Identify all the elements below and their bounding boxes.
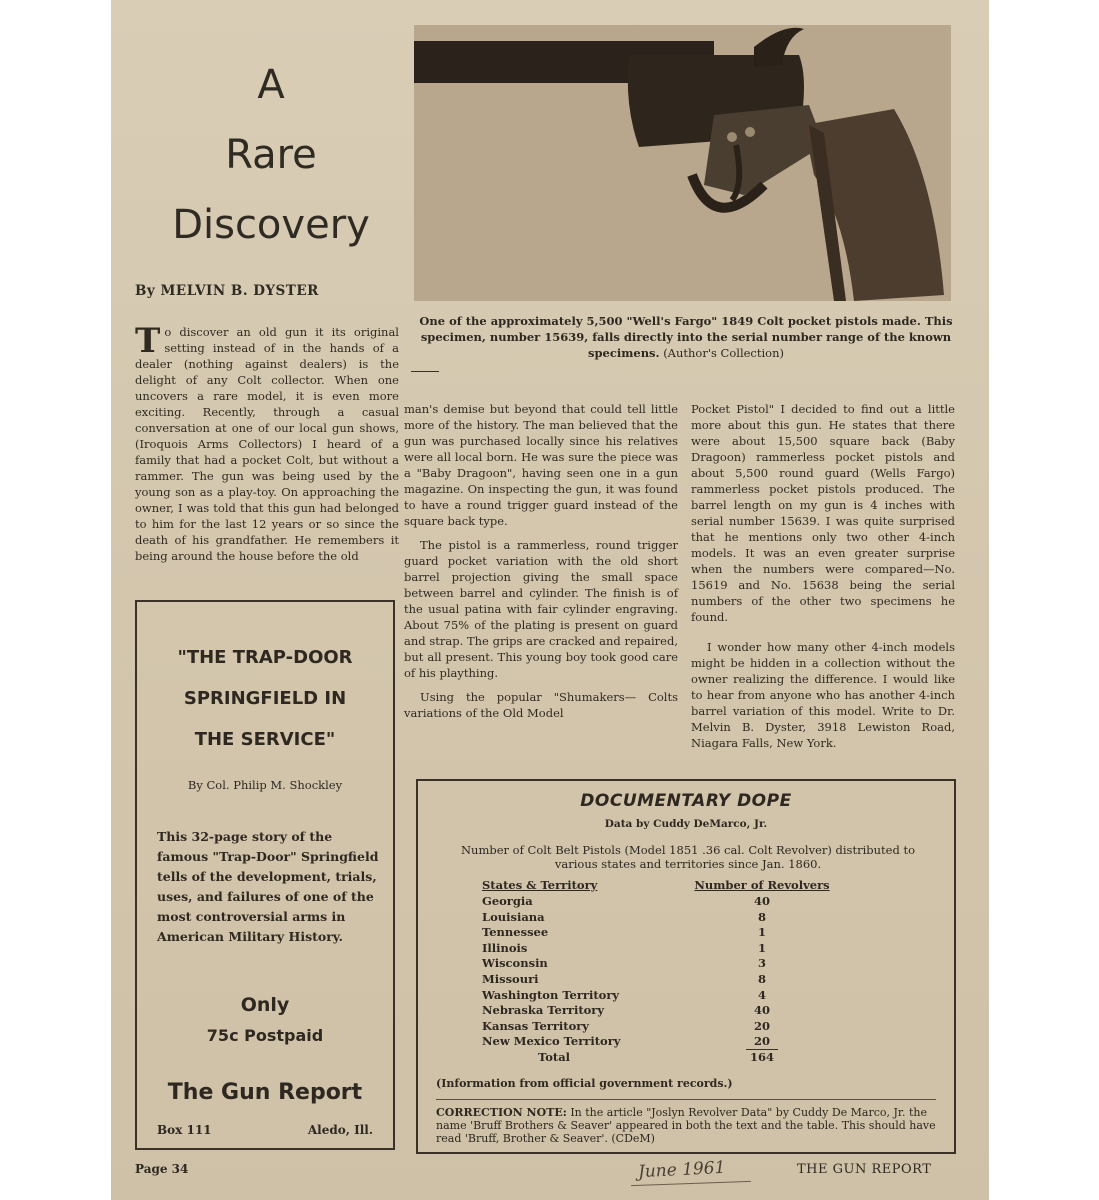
count-cell: 8 xyxy=(757,909,766,924)
count-cell: 1 xyxy=(757,925,766,940)
ad-city: Aledo, Ill. xyxy=(307,1123,373,1137)
photo-caption xyxy=(401,313,971,361)
article-title xyxy=(141,50,401,260)
magazine-page xyxy=(111,0,989,1200)
state-cell: Nebraska Territory xyxy=(482,1003,605,1018)
dope-title: DOCUMENTARY DOPE xyxy=(580,791,792,811)
frame-screw xyxy=(727,132,737,142)
count-cell: 4 xyxy=(757,987,766,1002)
table-row xyxy=(482,956,832,972)
table-row xyxy=(482,894,832,910)
ad-publisher: The Gun Report xyxy=(167,1080,363,1105)
state-cell: Kansas Territory xyxy=(482,1018,589,1033)
article-paragraph: Pocket Pistol" I decided to find out a little more about this gun. He states that there were about 15,500 square back (Baby Dragoon) rammerless pocket pistols and about 5,500 round guard (Wells Fargo) rammerless pocket pistols produced. The barrel length on my gun is 4 inches with serial number 15639. I was quite surprised that he mentions only two other 4-inch models. It was an even greater surprise when the numbers were compared—No. 15619 and No. 15638 being the serial numbers of the other two specimens he found. xyxy=(691,402,955,624)
table-row xyxy=(482,1034,832,1050)
ad-author: By Col. Philip M. Shockley xyxy=(187,778,343,792)
state-cell: Louisiana xyxy=(482,909,545,924)
table-row xyxy=(482,988,832,1004)
count-cell: 20 xyxy=(753,1018,770,1033)
table-header-row xyxy=(482,878,832,894)
drop-cap: T xyxy=(135,321,161,361)
count-cell: 40 xyxy=(753,894,770,908)
correction-text: In the article "Joslyn Revolver Data" by Cuddy De Marco, Jr. the name 'Bruff Brothers & Seaver' appeared in both the text and the table. This should have read 'Bruff, Brother & Seaver'. (CDeM) xyxy=(436,1106,936,1145)
ad-description: This 32-page story of the famous "Trap-Door" Springfield tells of the development, trials, uses, and failures of one of the most controversial arms in American Military History. xyxy=(157,829,379,944)
book-advertisement xyxy=(135,600,395,1150)
state-cell: Wisconsin xyxy=(482,956,548,971)
count-cell: 3 xyxy=(757,956,766,971)
table-row xyxy=(482,1003,832,1019)
title-line-2: Rare xyxy=(225,132,317,178)
count-cell: 40 xyxy=(753,1003,770,1018)
ad-title xyxy=(137,637,393,760)
table-row xyxy=(482,972,832,988)
divider xyxy=(436,1099,936,1100)
correction-label: CORRECTION NOTE: xyxy=(436,1106,567,1119)
state-cell: New Mexico Territory xyxy=(482,1034,621,1049)
column-header-number: Number of Revolvers xyxy=(694,878,830,892)
caption-rule xyxy=(411,371,439,372)
title-line-1: A xyxy=(257,62,285,108)
correction-note xyxy=(436,1106,941,1145)
article-column-1 xyxy=(135,321,399,564)
page-number: Page 34 xyxy=(135,1162,189,1176)
table-row xyxy=(482,925,832,941)
state-cell: Missouri xyxy=(482,971,539,986)
table-row xyxy=(482,910,832,926)
count-cell: 1 xyxy=(757,940,766,955)
byline: By MELVIN B. DYSTER xyxy=(135,283,319,299)
column-header-state: States & Territory xyxy=(482,878,598,892)
state-cell: Georgia xyxy=(482,894,533,908)
title-line-3: Discovery xyxy=(172,202,370,248)
revolver-distribution-table xyxy=(482,878,832,1066)
ad-price-line-2: 75c Postpaid xyxy=(206,1026,324,1045)
ad-title-line: "THE TRAP-DOOR xyxy=(177,647,353,668)
dope-source: (Information from official government records.) xyxy=(436,1077,733,1090)
article-paragraph: The pistol is a rammerless, round trigger guard pocket variation with the old short barrel projection giving the small space between barrel and cylinder. The finish is of the usual patina with fair cylinder engraving. About 75% of the plating is present on guard and strap. The grips are cracked and repaired, but all present. This young boy took good care of his plaything. xyxy=(404,538,678,680)
count-cell: 20 xyxy=(753,1034,770,1049)
total-label: Total xyxy=(538,1049,571,1064)
count-cell: 8 xyxy=(757,971,766,986)
total-row xyxy=(482,1050,832,1066)
state-cell: Tennessee xyxy=(482,925,549,940)
total-cell xyxy=(692,1050,832,1066)
article-paragraph: I wonder how many other 4-inch models might be hidden in a collection without the owner realizing the difference. I would like to hear from anyone who has another 4-inch barrel variation of this model. Write to Dr. Melvin B. Dyster, 3918 Lewiston Road, Niagara Falls, New York. xyxy=(691,640,955,750)
article-paragraph xyxy=(135,321,399,564)
article-paragraph: Using the popular "Shumakers— Colts variations of the Old Model xyxy=(404,690,678,720)
gun-photo xyxy=(414,25,951,301)
ad-box-number: Box 111 xyxy=(157,1123,212,1137)
frame-screw xyxy=(745,127,755,137)
article-column-2 xyxy=(404,401,678,721)
documentary-dope-box xyxy=(416,779,956,1154)
article-column-3 xyxy=(691,401,955,751)
state-cell: Washington Territory xyxy=(482,987,620,1002)
revolver-illustration xyxy=(414,25,951,301)
paragraph-text: o discover an old gun it its original setting instead of in the hands of a dealer (nothing against dealers) is the delight of any Colt collector. When one uncovers a rare model, it is even more exciting. Recently, through a casual conversation at one of our local gun shows, (Iroquois Arms Collectors) I heard of a family that had a pocket Colt, but without a rammer. The gun was being used by the young son as a play-toy. On approaching the owner, I was told that this gun had belonged to him for the last 12 years or so since the death of his grandfather. He remembers it being around the house before the old xyxy=(135,325,399,563)
ad-title-line: THE SERVICE" xyxy=(194,729,336,750)
dope-description: Number of Colt Belt Pistols (Model 1851 .36 cal. Colt Revolver) distributed to various states and territories since Jan. 1860. xyxy=(460,843,916,871)
ad-price-line-1: Only xyxy=(240,994,290,1016)
caption-bold: One of the approximately 5,500 "Well's Fargo" 1849 Colt pocket pistols made. This specimen, number 15639, falls directly into the serial number range of the known specimens. xyxy=(419,314,953,360)
article-paragraph: man's demise but beyond that could tell little more of the history. The man believed that the gun was purchased locally since his relatives were all local born. He was sure the piece was a "Baby Dragoon", having seen one in a gun magazine. On inspecting the gun, it was found to have a round trigger guard instead of the square back type. xyxy=(404,402,678,528)
state-cell: Illinois xyxy=(482,940,528,955)
publication-name: THE GUN REPORT xyxy=(797,1162,932,1177)
handwritten-date: June 1961 xyxy=(637,1157,726,1183)
dope-credit: Data by Cuddy DeMarco, Jr. xyxy=(604,818,768,830)
table-row xyxy=(482,941,832,957)
ad-title-line: SPRINGFIELD IN xyxy=(183,688,347,709)
caption-credit: (Author's Collection) xyxy=(663,346,784,360)
total-value: 164 xyxy=(746,1049,778,1064)
table-row xyxy=(482,1019,832,1035)
